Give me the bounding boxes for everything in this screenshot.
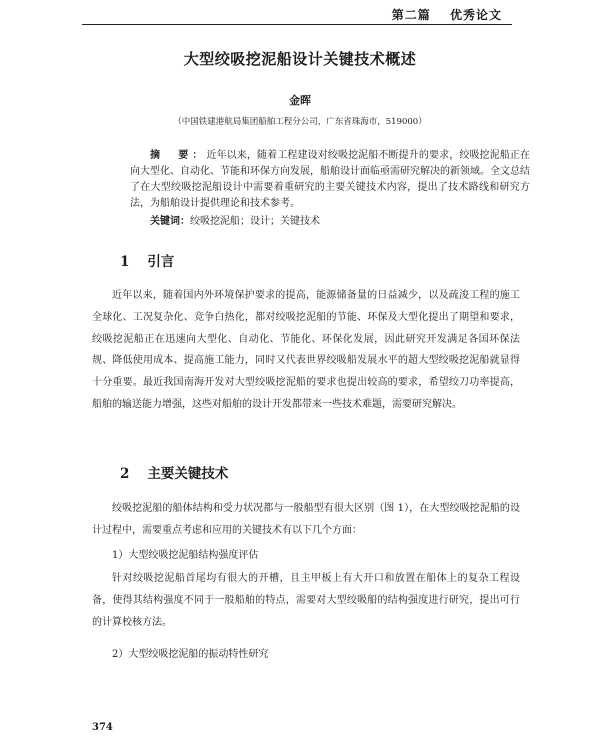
abstract-text: 近年以来，随着工程建设对绞吸挖泥船不断提升的要求，绞吸挖泥船正在向大型化、自动化、节能和环保方向发展，船舶设计面临亟需研究解决的新领域。全文总结了在大型绞吸挖泥船设计中需要着重研究的主要关键技术内容，提出了技术路线和研究方法，为船舶设计提供理论和技术参考。 [130,150,531,209]
section-number: 1 [120,254,130,270]
header-chapter: 第二篇 [391,8,431,22]
author-name: 金晖 [289,94,311,107]
keywords-text: 绞吸挖泥船；设计；关键技术 [190,216,320,227]
keywords-label: 关键词： [150,216,190,227]
paper-title: 大型绞吸挖泥船设计关键技术概述 [183,50,417,68]
abstract-label: 摘 要： [150,150,207,161]
section-title: 引言 [147,254,175,270]
keywords [130,212,530,227]
section-heading-key-technologies [120,462,228,482]
header-section: 优秀论文 [449,8,502,22]
subheading-vibration: 2）大型绞吸挖泥船的振动特性研究 [112,649,269,660]
page-number: 374 [92,722,113,733]
structural-strength-paragraph: 针对绞吸挖泥船首尾均有很大的开槽，且主甲板上有大开口和放置在船体上的复杂工程设备，使得其结构强度不同于一般船舶的特点，需要对大型绞吸船的结构强度进行研究，提出可行的计算校核方法。 [92,573,520,628]
introduction-paragraph: 近年以来，随着国内外环境保护要求的提高，能源储备量的日益减少，以及疏浚工程的施工全球化、工况复杂化、竞争白热化，都对绞吸挖泥船的节能、环保及大型化提出了期望和要求，绞吸挖泥船正在迅速向大型化、自动化、节能化、环保化发展，因此研究开发满足各国环保法规、降低使用成本、提高施工能力，同时又代表世界绞吸船发展水平的超大型绞吸挖泥船就显得十分重要。最近我国南海开发对大型绞吸挖泥船的要求也提出较高的要求，希望绞刀功率提高，船舶的输送能力增强，这些对船舶的设计开发都带来一些技术难题，需要研究解决。 [92,290,520,410]
section-heading-introduction [120,250,174,270]
abstract [130,148,530,212]
header-rule [82,24,512,25]
author-affiliation: （中国铁建港航局集团船舶工程分公司，广东省珠海市，519000） [173,117,427,127]
section-number: 2 [120,466,130,482]
running-header [378,6,502,23]
subheading-structural-strength: 1）大型绞吸挖泥船结构强度评估 [112,550,259,561]
key-technologies-paragraph: 绞吸挖泥船的船体结构和受力状况都与一般船型有很大区别（图 1），在大型绞吸挖泥船的设计过程中，需要重点考虑和应用的关键技术有以下几个方面： [92,503,520,536]
section-title: 主要关键技术 [147,466,229,482]
